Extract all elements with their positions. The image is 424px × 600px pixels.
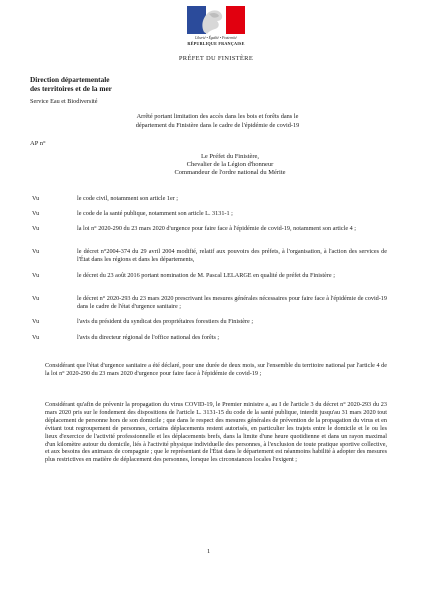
direction-line-2: des territoires et de la mer bbox=[30, 84, 112, 93]
considerant-paragraph: Considérant qu'afin de prévenir la propagation du virus COVID-19, le Premier ministre a, au I de l'article 3 du décret n° 2020-293 du 23 mars 2020 pris sur le fondement des dispositions de l'article L. 3131-15 du code de la santé publique, interdit jusqu'au 31 mars 2020 tout déplacement de personne hors de son domicile ; que dans le respect des mesures générales de prévention de la propagation du virus et en évitant tout regroupement de personnes, certains déplacements restent autorisés, en particulier les trajets entre le domicile et le ou les lieux d'exercice de l'activité professionnelle et les déplacements brefs, dans la limite d'une heure quotidienne et dans un rayon maximal d'un kilomètre autour du domicile, liés à l'activité physique individuelle des personnes, à l'exclusion de toute pratique sportive collective, et aux besoins des animaux de compagnie ; que le représentant de l'État dans le département est néanmoins habilité à adopter des mesures plus restrictives en matière de déplacement des personnes, lorsque les circonstances locales l'exigent ; bbox=[45, 401, 387, 464]
visa-label: Vu bbox=[32, 210, 40, 217]
visa-text: le décret n°2004-374 du 29 avril 2004 modifié, relatif aux pouvoirs des préfets, à l'organisation, à l'action des services de l'État dans les régions et dans les départements, bbox=[77, 248, 387, 263]
decree-number: AP n° bbox=[30, 140, 46, 147]
visa-text: la loi n° 2020-290 du 23 mars 2020 d'urgence pour faire face à l'épidémie de covid-19, notamment son article 4 ; bbox=[77, 225, 356, 232]
visa-text: l'avis du président du syndicat des propriétaires forestiers du Finistère ; bbox=[77, 318, 254, 325]
authority-line-1: Le Préfet du Finistère, bbox=[200, 153, 260, 160]
visa-label: Vu bbox=[32, 248, 40, 255]
page-number: 1 bbox=[207, 548, 211, 555]
authority-block bbox=[130, 153, 330, 177]
prefecture-title: PRÉFET DU FINISTÈRE bbox=[178, 55, 254, 62]
visa-label: Vu bbox=[32, 334, 40, 341]
visa-text: le code civil, notamment son article 1er ; bbox=[77, 195, 179, 202]
authority-line-2: Chevalier de la Légion d'honneur bbox=[186, 161, 274, 168]
considerant-paragraph: Considérant que l'état d'urgence sanitaire a été déclaré, pour une durée de deux mois, sur l'ensemble du territoire national par l'article 4 de la loi n° 2020-290 du 23 mars 2020 d'urgence pour faire face à l'épidémie de covid-19 ; bbox=[45, 362, 387, 377]
visa-label: Vu bbox=[32, 318, 40, 325]
decree-subject bbox=[110, 113, 325, 130]
visa-label: Vu bbox=[32, 295, 40, 302]
republic-name: RÉPUBLIQUE FRANÇAISE bbox=[187, 41, 245, 46]
visa-text: le décret du 23 août 2016 portant nomination de M. Pascal LELARGE en qualité de préfet du Finistère ; bbox=[77, 272, 335, 279]
visa-text: le décret n° 2020-293 du 23 mars 2020 prescrivant les mesures générales nécessaires pour faire face à l'épidémie de covid-19 dans le cadre de l'état d'urgence sanitaire ; bbox=[77, 295, 387, 310]
authority-line-3: Commandeur de l'ordre national du Mérite bbox=[174, 169, 286, 176]
issuing-direction bbox=[30, 75, 230, 93]
subject-line-1: Arrêté portant limitation des accès dans les bois et forêts dans le bbox=[136, 113, 299, 120]
marianne-logo bbox=[187, 6, 245, 34]
visa-text: le code de la santé publique, notamment son article L. 3131-1 ; bbox=[77, 210, 233, 217]
visa-label: Vu bbox=[32, 225, 40, 232]
visa-label: Vu bbox=[32, 195, 40, 202]
visa-text: l'avis du directeur régional de l'office national des forêts ; bbox=[77, 334, 220, 341]
visa-label: Vu bbox=[32, 272, 40, 279]
republic-motto: Liberté • Égalité • Fraternité bbox=[195, 36, 237, 40]
direction-line-1: Direction départementale bbox=[30, 75, 110, 84]
service-name: Service Eau et Biodiversité bbox=[30, 98, 98, 105]
subject-line-2: département du Finistère dans le cadre de l'épidémie de covid-19 bbox=[135, 121, 300, 129]
